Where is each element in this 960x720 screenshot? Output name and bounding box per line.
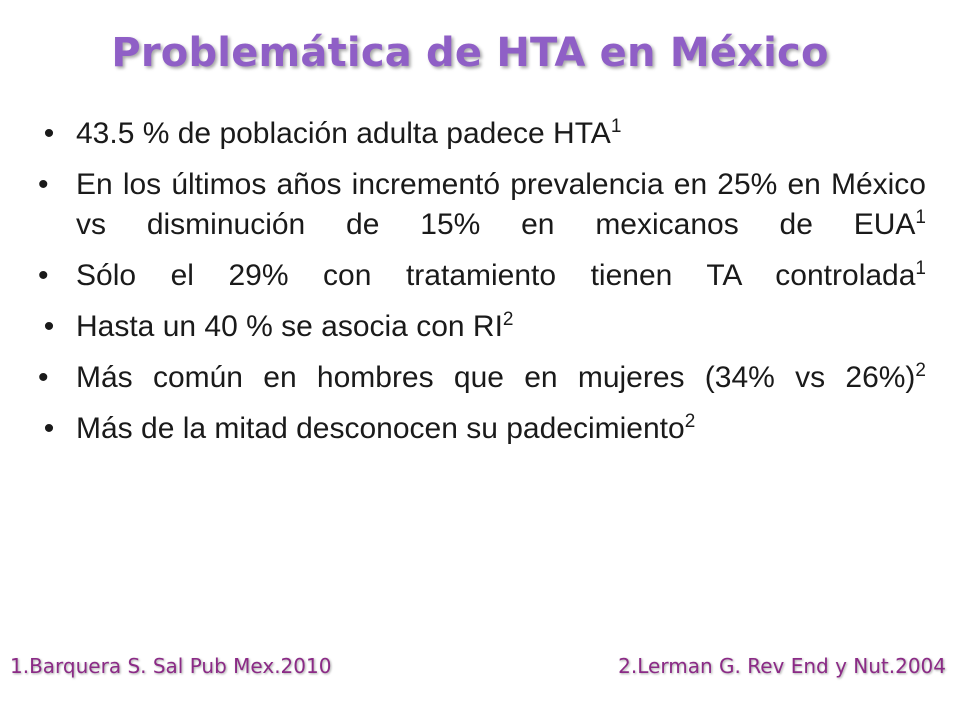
citation-superscript: 2 xyxy=(502,309,514,330)
bullet-item xyxy=(38,256,926,296)
citation-superscript: 1 xyxy=(610,116,622,137)
bullet-icon: • xyxy=(43,310,55,343)
bullet-text: Más común en hombres que en mujeres (34% vs 26%) xyxy=(76,361,916,394)
bullet-text: 43.5 % de población adulta padece HTA xyxy=(76,117,611,150)
bullet-item xyxy=(38,307,926,347)
citation-superscript: 2 xyxy=(915,360,926,381)
bullet-item xyxy=(38,165,926,245)
slide-title: Problemática de HTA en México xyxy=(111,30,829,76)
citation-superscript: 1 xyxy=(915,207,926,228)
bullet-icon: • xyxy=(38,361,49,394)
bullet-icon: • xyxy=(38,168,49,201)
bullet-icon: • xyxy=(43,412,55,445)
citation-superscript: 2 xyxy=(684,411,696,432)
citation-superscript: 1 xyxy=(915,258,926,279)
bullet-text: En los últimos años incrementó prevalencia en 25% en México vs disminución de 15% en mexicanos de EUA xyxy=(76,168,926,241)
bullet-icon: • xyxy=(43,117,55,150)
bullet-item xyxy=(38,114,926,154)
bullet-text: Más de la mitad desconocen su padecimiento xyxy=(76,412,685,445)
reference-2: 2.Lerman G. Rev End y Nut.2004 xyxy=(618,654,946,678)
bullet-item xyxy=(38,358,926,398)
bullet-list xyxy=(38,114,926,460)
bullet-icon: • xyxy=(38,259,49,292)
bullet-text: Sólo el 29% con tratamiento tienen TA controlada xyxy=(76,259,916,292)
bullet-item xyxy=(38,409,926,449)
reference-1: 1.Barquera S. Sal Pub Mex.2010 xyxy=(10,654,332,678)
bullet-text: Hasta un 40 % se asocia con RI xyxy=(76,310,503,343)
